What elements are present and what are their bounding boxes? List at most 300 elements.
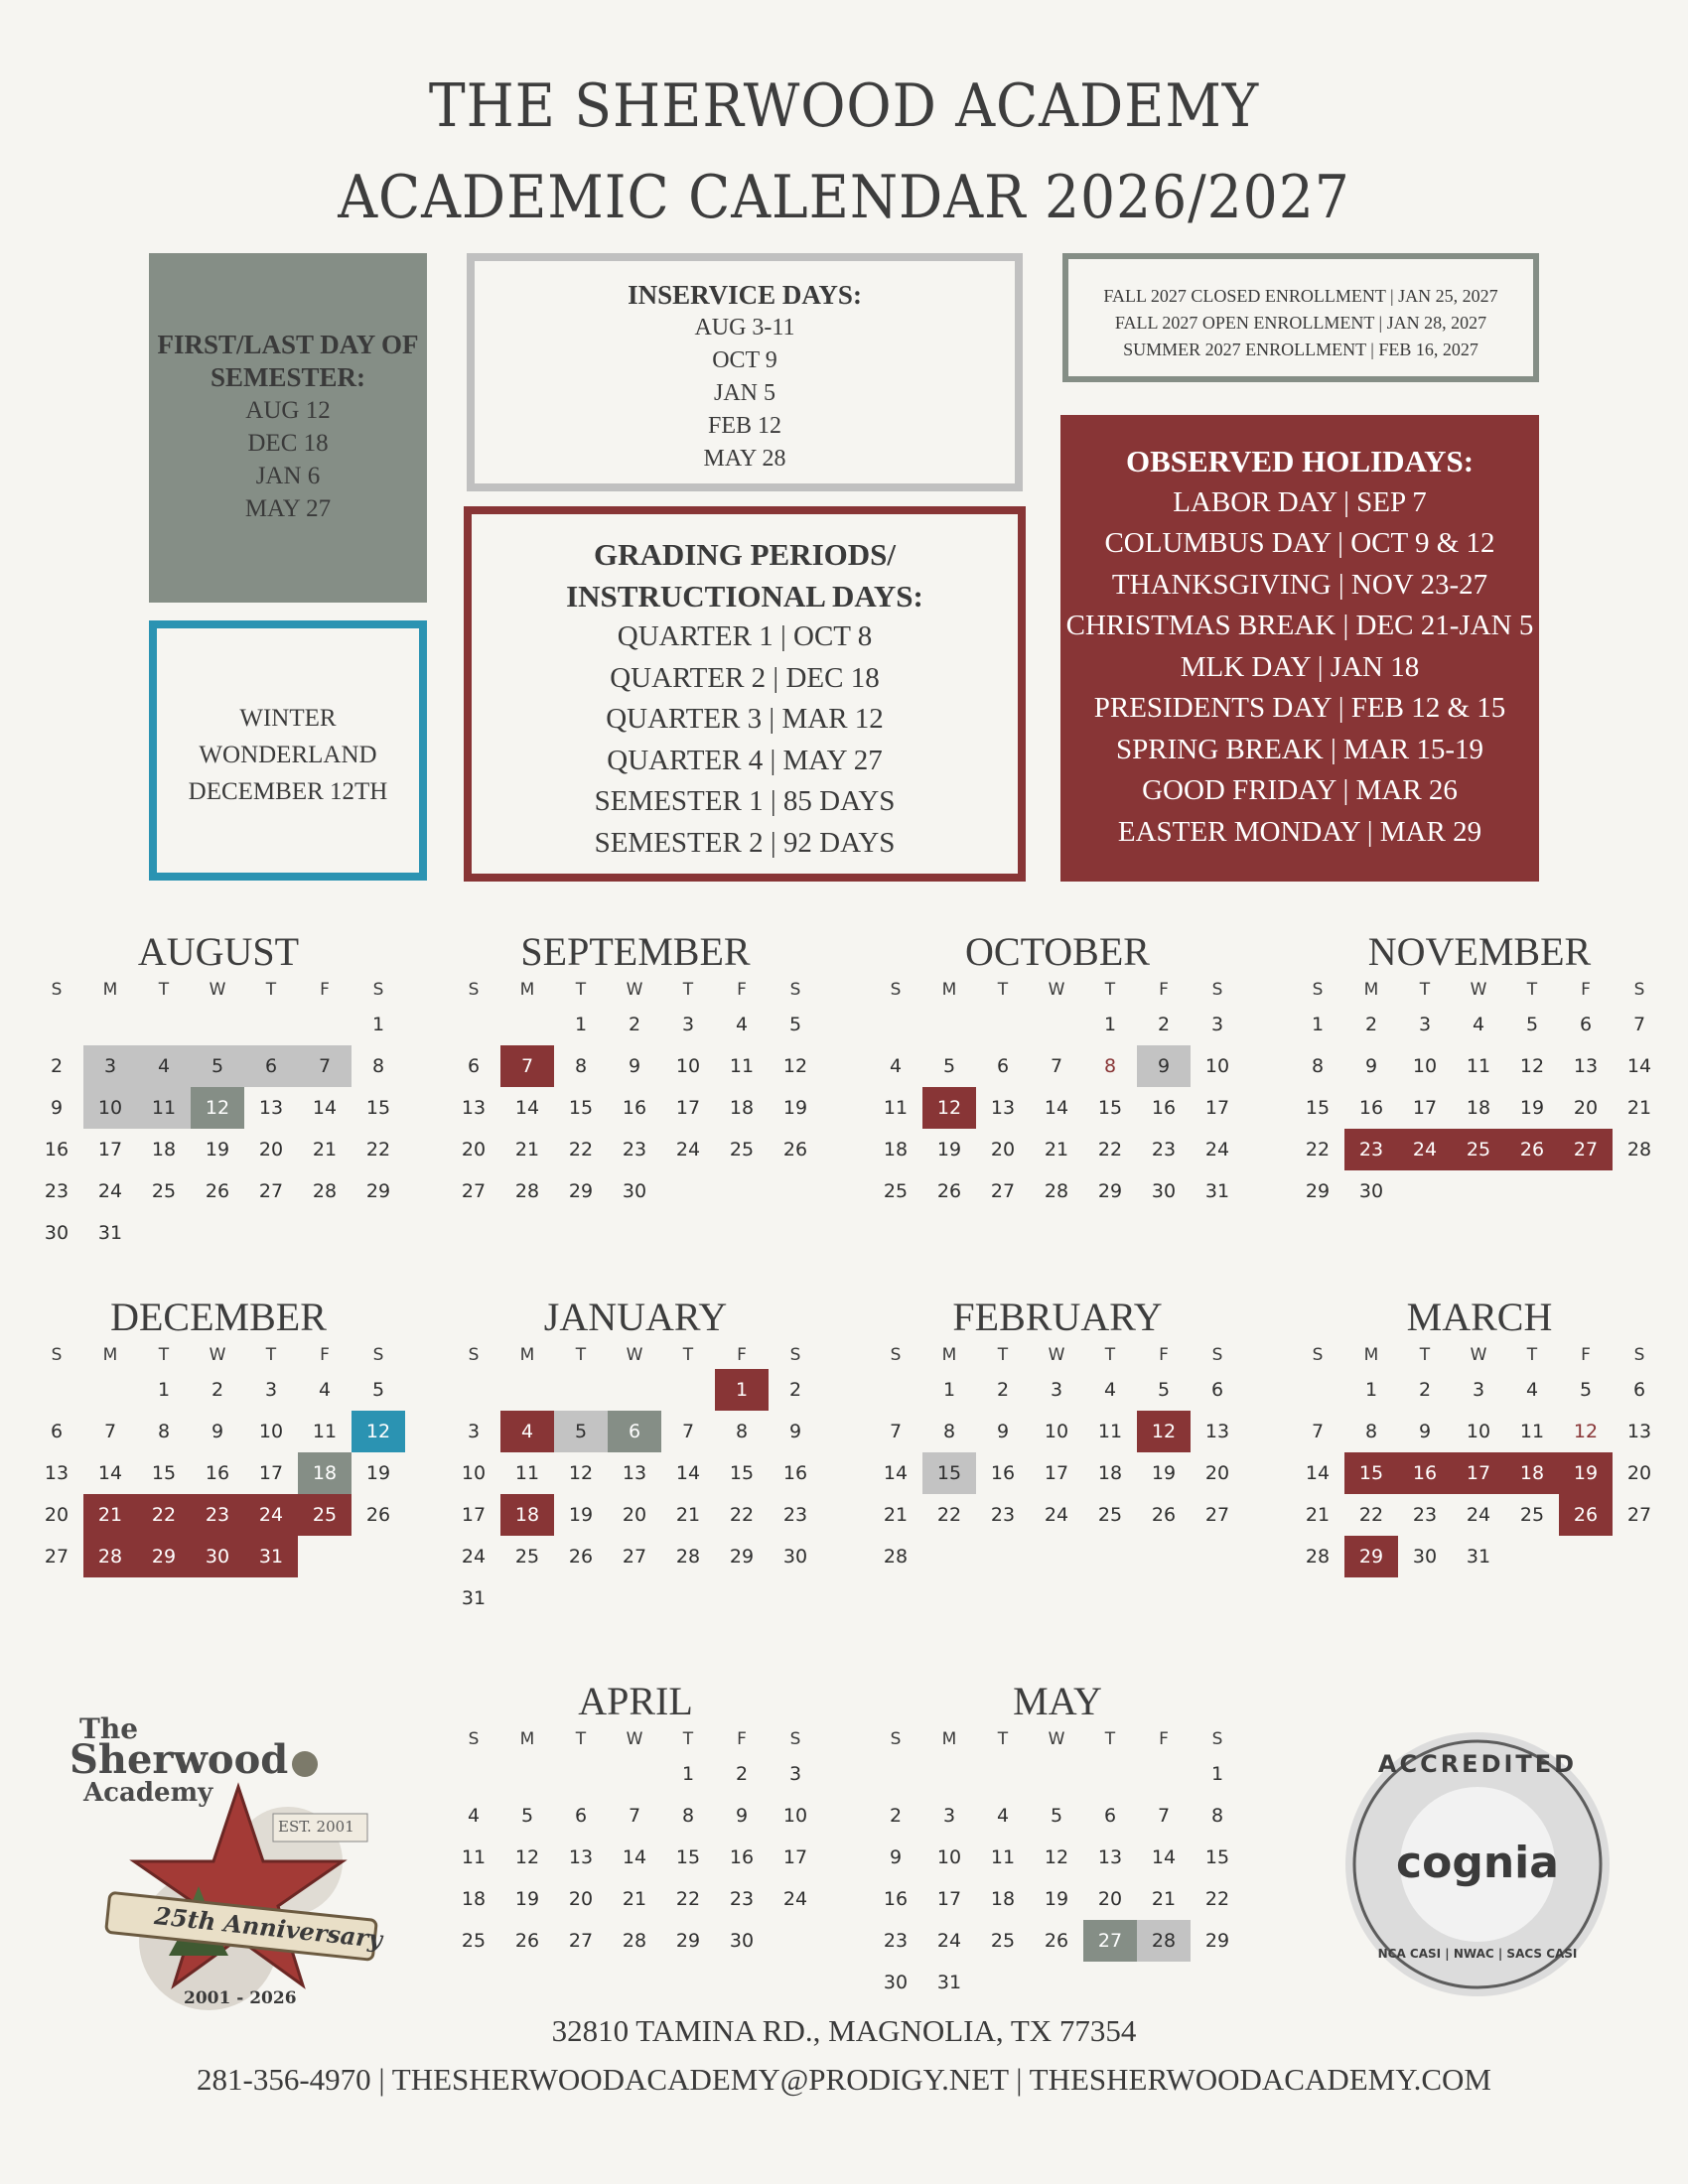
weekday-header xyxy=(869,1725,1246,1753)
calendar-day: 30 xyxy=(782,1546,808,1568)
calendar-week xyxy=(869,1170,1246,1212)
calendar-day: 5 xyxy=(371,1379,385,1401)
calendar-day: 20 xyxy=(990,1139,1016,1160)
calendar-day: 4 xyxy=(1103,1379,1117,1401)
calendar-day: 5 xyxy=(942,1055,956,1077)
weekday-label: F xyxy=(1581,980,1591,1000)
calendar-empty-cell xyxy=(352,1536,405,1577)
calendar-empty-cell xyxy=(30,1369,83,1411)
holiday-line: SPRING BREAK | MAR 15-19 xyxy=(1116,733,1483,765)
weekday-label: T xyxy=(1419,1345,1431,1365)
calendar-day: 18 xyxy=(883,1139,909,1160)
calendar-day: 30 xyxy=(44,1222,70,1244)
weekday-label: S xyxy=(1211,1345,1223,1365)
calendar-day: 22 xyxy=(1204,1888,1230,1910)
calendar-day: 17 xyxy=(675,1097,701,1119)
weekday-label: S xyxy=(789,1729,801,1749)
enrollment-line: FALL 2027 OPEN ENROLLMENT | JAN 28, 2027 xyxy=(1114,313,1487,333)
calendar-day: 3 xyxy=(1050,1379,1063,1401)
calendar-week xyxy=(1291,1045,1668,1087)
calendar-day: 6 xyxy=(1210,1379,1224,1401)
calendar-day: 21 xyxy=(83,1494,137,1536)
weekday-label: T xyxy=(682,1729,694,1749)
weekday-label: W xyxy=(626,1345,643,1365)
weekday-label: T xyxy=(682,1345,694,1365)
calendar-day: 14 xyxy=(514,1097,540,1119)
calendar-day: 27 xyxy=(44,1546,70,1568)
calendar-day: 22 xyxy=(729,1504,755,1526)
calendar-day: 1 xyxy=(371,1014,385,1035)
calendar-day: 6 xyxy=(996,1055,1010,1077)
calendar-day: 24 xyxy=(1398,1129,1452,1170)
calendar-day: 16 xyxy=(1151,1097,1177,1119)
calendar-day: 23 xyxy=(622,1139,647,1160)
calendar-day: 25 xyxy=(883,1180,909,1202)
grading-line: QUARTER 2 | DEC 18 xyxy=(610,661,880,694)
calendar-day: 25 xyxy=(990,1930,1016,1952)
calendar-week xyxy=(1291,1087,1668,1129)
weekday-label: F xyxy=(1159,1345,1169,1365)
inservice-date: FEB 12 xyxy=(707,413,781,439)
holiday-line: GOOD FRIDAY | MAR 26 xyxy=(1142,774,1458,806)
calendar-day: 28 xyxy=(312,1180,338,1202)
calendar-day: 27 xyxy=(1559,1129,1613,1170)
calendar-day: 24 xyxy=(97,1180,123,1202)
calendar-empty-cell xyxy=(554,1753,608,1795)
calendar-day: 12 xyxy=(922,1087,976,1129)
calendar-empty-cell xyxy=(298,1212,352,1254)
calendar-day: 2 xyxy=(996,1379,1010,1401)
calendar-week xyxy=(30,1369,407,1411)
calendar-empty-cell xyxy=(1083,1962,1137,2003)
calendar-day: 31 xyxy=(244,1536,298,1577)
calendar-day: 23 xyxy=(191,1494,244,1536)
calendar-day: 11 xyxy=(312,1421,338,1442)
calendar-day: 7 xyxy=(1311,1421,1325,1442)
calendar-empty-cell xyxy=(922,1536,976,1577)
calendar-day: 28 xyxy=(83,1536,137,1577)
month-title: APRIL xyxy=(578,1679,693,1723)
calendar-week xyxy=(1291,1170,1668,1212)
calendar-day: 1 xyxy=(574,1014,588,1035)
calendar-day: 8 xyxy=(1210,1805,1224,1827)
calendar-empty-cell xyxy=(1137,1753,1191,1795)
winter-line: WONDERLAND xyxy=(199,742,377,768)
calendar-day: 6 xyxy=(1579,1014,1593,1035)
calendar-week xyxy=(1291,1369,1668,1411)
weekday-label: S xyxy=(468,980,480,1000)
calendar-day: 11 xyxy=(1519,1421,1545,1442)
calendar-day: 28 xyxy=(883,1546,909,1568)
calendar-week xyxy=(447,1494,824,1536)
calendar-day: 17 xyxy=(97,1139,123,1160)
weekday-label: S xyxy=(468,1345,480,1365)
calendar-day: 26 xyxy=(205,1180,230,1202)
calendar-day: 5 xyxy=(1579,1379,1593,1401)
calendar-day: 12 xyxy=(782,1055,808,1077)
calendar-empty-cell xyxy=(1191,1962,1244,2003)
month-calendar xyxy=(30,928,407,1254)
calendar-day: 11 xyxy=(1097,1421,1123,1442)
calendar-day: 23 xyxy=(1151,1139,1177,1160)
first-last-date: JAN 6 xyxy=(255,463,321,489)
calendar-week xyxy=(1291,1411,1668,1452)
calendar-day: 13 xyxy=(1097,1846,1123,1868)
calendar-day: 24 xyxy=(1044,1504,1069,1526)
calendar-day: 30 xyxy=(1151,1180,1177,1202)
month-title: NOVEMBER xyxy=(1367,929,1592,974)
month-title: JANUARY xyxy=(543,1295,728,1339)
weekday-label: W xyxy=(626,980,643,1000)
calendar-day: 21 xyxy=(675,1504,701,1526)
calendar-day: 27 xyxy=(622,1546,647,1568)
month-calendar xyxy=(869,1678,1246,2003)
calendar-day: 3 xyxy=(264,1379,278,1401)
weekday-header xyxy=(1291,1341,1668,1369)
calendar-week xyxy=(1291,1494,1668,1536)
calendar-day: 3 xyxy=(83,1045,137,1087)
calendar-empty-cell xyxy=(244,1212,298,1254)
weekday-label: S xyxy=(890,1345,902,1365)
month-calendar xyxy=(447,928,824,1212)
calendar-day: 6 xyxy=(608,1411,661,1452)
calendar-empty-cell xyxy=(1030,1962,1083,2003)
page-title-line2: ACADEMIC CALENDAR 2026/2027 xyxy=(338,163,1350,232)
calendar-empty-cell xyxy=(661,1369,715,1411)
month-calendar xyxy=(1291,1294,1668,1577)
calendar-day: 17 xyxy=(782,1846,808,1868)
calendar-day: 13 xyxy=(461,1097,487,1119)
calendar-empty-cell xyxy=(1559,1536,1613,1577)
weekday-label: M xyxy=(519,1345,535,1365)
calendar-empty-cell xyxy=(869,1369,922,1411)
calendar-empty-cell xyxy=(500,1577,554,1619)
calendar-empty-cell xyxy=(1030,1004,1083,1045)
calendar-day: 10 xyxy=(1044,1421,1069,1442)
calendar-day: 5 xyxy=(788,1014,802,1035)
calendar-empty-cell xyxy=(661,1170,715,1212)
calendar-day: 13 xyxy=(258,1097,284,1119)
calendar-day: 27 xyxy=(461,1180,487,1202)
calendar-day: 14 xyxy=(97,1462,123,1484)
calendar-week xyxy=(30,1129,407,1170)
calendar-day: 14 xyxy=(622,1846,647,1868)
weekday-label: W xyxy=(209,1345,226,1365)
weekday-label: S xyxy=(789,1345,801,1365)
calendar-day: 6 xyxy=(1632,1379,1646,1401)
calendar-empty-cell xyxy=(976,1753,1030,1795)
weekday-label: M xyxy=(519,1729,535,1749)
calendar-day: 29 xyxy=(1344,1536,1398,1577)
calendar-day: 4 xyxy=(1472,1014,1485,1035)
calendar-day: 29 xyxy=(729,1546,755,1568)
calendar-day: 17 xyxy=(1452,1452,1505,1494)
logo-years: 2001 - 2026 xyxy=(184,1988,297,2008)
calendar-day: 14 xyxy=(883,1462,909,1484)
calendar-week xyxy=(447,1920,824,1962)
calendar-empty-cell xyxy=(1505,1536,1559,1577)
calendar-empty-cell xyxy=(298,1004,352,1045)
calendar-week xyxy=(447,1452,824,1494)
calendar-empty-cell xyxy=(1291,1369,1344,1411)
calendar-week xyxy=(30,1004,407,1045)
calendar-day: 24 xyxy=(1466,1504,1491,1526)
weekday-label: T xyxy=(575,980,587,1000)
calendar-day: 5 xyxy=(1050,1805,1063,1827)
calendar-day: 6 xyxy=(574,1805,588,1827)
calendar-day: 24 xyxy=(936,1930,962,1952)
calendar-week xyxy=(447,1045,824,1087)
calendar-day: 31 xyxy=(936,1972,962,1993)
calendar-empty-cell xyxy=(1505,1170,1559,1212)
calendar-day: 11 xyxy=(729,1055,755,1077)
calendar-day: 3 xyxy=(467,1421,481,1442)
calendar-day: 17 xyxy=(936,1888,962,1910)
weekday-header xyxy=(447,1725,824,1753)
weekday-label: S xyxy=(1211,1729,1223,1749)
page-title-line1: THE SHERWOOD ACADEMY xyxy=(428,71,1260,141)
calendar-day: 20 xyxy=(44,1504,70,1526)
calendar-day: 11 xyxy=(990,1846,1016,1868)
calendar-day: 2 xyxy=(735,1763,749,1785)
badge-bottom: NCA CASI | NWAC | SACS CASI xyxy=(1377,1947,1578,1961)
calendar-week xyxy=(30,1452,407,1494)
calendar-day: 19 xyxy=(1151,1462,1177,1484)
grading-heading: GRADING PERIODS/ xyxy=(593,537,896,572)
weekday-header xyxy=(447,1341,824,1369)
calendar-day: 22 xyxy=(675,1888,701,1910)
calendar-day: 4 xyxy=(467,1805,481,1827)
calendar-day: 9 xyxy=(996,1421,1010,1442)
weekday-label: W xyxy=(209,980,226,1000)
calendar-day: 16 xyxy=(782,1462,808,1484)
calendar-week xyxy=(447,1753,824,1795)
weekday-label: T xyxy=(1526,1345,1538,1365)
month-calendar xyxy=(869,1294,1246,1577)
calendar-day: 14 xyxy=(312,1097,338,1119)
calendar-week xyxy=(447,1004,824,1045)
weekday-label: F xyxy=(1159,980,1169,1000)
calendar-day: 5 xyxy=(1525,1014,1539,1035)
calendar-day: 26 xyxy=(365,1504,391,1526)
first-last-heading2: SEMESTER: xyxy=(210,362,366,392)
calendar-day: 23 xyxy=(990,1504,1016,1526)
calendar-week xyxy=(869,1411,1246,1452)
weekday-label: W xyxy=(1470,1345,1487,1365)
calendar-day: 20 xyxy=(622,1504,647,1526)
calendar-day: 13 xyxy=(1573,1055,1599,1077)
calendar-day: 30 xyxy=(883,1972,909,1993)
calendar-day: 16 xyxy=(622,1097,647,1119)
calendar-day: 12 xyxy=(1044,1846,1069,1868)
calendar-day: 23 xyxy=(1344,1129,1398,1170)
calendar-day: 18 xyxy=(1097,1462,1123,1484)
calendar-empty-cell xyxy=(554,1369,608,1411)
calendar-empty-cell xyxy=(554,1577,608,1619)
calendar-day: 30 xyxy=(622,1180,647,1202)
calendar-day: 20 xyxy=(258,1139,284,1160)
calendar-day: 7 xyxy=(1157,1805,1171,1827)
calendar-empty-cell xyxy=(976,1004,1030,1045)
weekday-label: T xyxy=(1104,980,1116,1000)
weekday-header xyxy=(30,976,407,1004)
calendar-day: 11 xyxy=(883,1097,909,1119)
calendar-week xyxy=(1291,1452,1668,1494)
calendar-day: 26 xyxy=(514,1930,540,1952)
calendar-day: 15 xyxy=(922,1452,976,1494)
calendar-day: 24 xyxy=(675,1139,701,1160)
calendar-day: 1 xyxy=(157,1379,171,1401)
calendar-day: 27 xyxy=(568,1930,594,1952)
weekday-label: T xyxy=(997,1345,1009,1365)
weekday-label: M xyxy=(102,1345,118,1365)
calendar-day: 19 xyxy=(936,1139,962,1160)
weekday-label: S xyxy=(1312,980,1324,1000)
calendar-day: 2 xyxy=(1418,1379,1432,1401)
weekday-label: S xyxy=(372,980,384,1000)
calendar-day: 19 xyxy=(568,1504,594,1526)
calendar-day: 11 xyxy=(514,1462,540,1484)
accreditation-badge xyxy=(1343,1730,1612,1998)
calendar-day: 7 xyxy=(628,1805,641,1827)
calendar-day: 2 xyxy=(1364,1014,1378,1035)
calendar-day: 30 xyxy=(191,1536,244,1577)
calendar-day: 19 xyxy=(514,1888,540,1910)
calendar-day: 13 xyxy=(990,1097,1016,1119)
weekday-label: T xyxy=(265,980,277,1000)
calendar-day: 19 xyxy=(1044,1888,1069,1910)
calendar-day: 9 xyxy=(1418,1421,1432,1442)
grading-line: SEMESTER 2 | 92 DAYS xyxy=(594,826,896,859)
calendar-empty-cell xyxy=(30,1004,83,1045)
calendar-day: 8 xyxy=(1364,1421,1378,1442)
weekday-label: W xyxy=(626,1729,643,1749)
calendar-day: 10 xyxy=(1204,1055,1230,1077)
calendar-day: 24 xyxy=(1204,1139,1230,1160)
calendar-day: 4 xyxy=(318,1379,332,1401)
weekday-label: M xyxy=(941,980,957,1000)
calendar-week xyxy=(869,1087,1246,1129)
calendar-empty-cell xyxy=(608,1369,661,1411)
calendar-week xyxy=(869,1878,1246,1920)
calendar-day: 16 xyxy=(729,1846,755,1868)
calendar-day: 28 xyxy=(1137,1920,1191,1962)
calendar-week xyxy=(447,1795,824,1837)
calendar-day: 15 xyxy=(1097,1097,1123,1119)
weekday-label: F xyxy=(320,980,330,1000)
calendar-day: 31 xyxy=(97,1222,123,1244)
calendar-day: 25 xyxy=(1519,1504,1545,1526)
calendar-empty-cell xyxy=(1559,1170,1613,1212)
calendar-day: 15 xyxy=(151,1462,177,1484)
calendar-day: 5 xyxy=(520,1805,534,1827)
weekday-label: T xyxy=(1104,1729,1116,1749)
calendar-day: 9 xyxy=(628,1055,641,1077)
calendar-day: 8 xyxy=(942,1421,956,1442)
calendar-day: 1 xyxy=(715,1369,769,1411)
calendar-day: 28 xyxy=(1626,1139,1652,1160)
calendar-day: 4 xyxy=(889,1055,903,1077)
month-title: AUGUST xyxy=(137,929,300,974)
calendar-empty-cell xyxy=(447,1369,500,1411)
calendar-week xyxy=(30,1212,407,1254)
calendar-day: 22 xyxy=(365,1139,391,1160)
calendar-day: 28 xyxy=(675,1546,701,1568)
weekday-label: M xyxy=(519,980,535,1000)
winter-line: WINTER xyxy=(239,705,337,732)
logo-sherwood: Sherwood xyxy=(70,1736,289,1783)
calendar-day: 21 xyxy=(883,1504,909,1526)
weekday-label: S xyxy=(1633,1345,1645,1365)
calendar-day: 26 xyxy=(936,1180,962,1202)
calendar-day: 18 xyxy=(151,1139,177,1160)
weekday-label: T xyxy=(158,980,170,1000)
month-title: DECEMBER xyxy=(110,1295,327,1339)
calendar-day: 15 xyxy=(1305,1097,1331,1119)
calendar-day: 18 xyxy=(729,1097,755,1119)
calendar-day: 12 xyxy=(1573,1421,1599,1442)
calendar-empty-cell xyxy=(869,1753,922,1795)
weekday-label: T xyxy=(997,1729,1009,1749)
calendar-day: 20 xyxy=(1097,1888,1123,1910)
calendar-day: 2 xyxy=(50,1055,64,1077)
calendar-day: 8 xyxy=(574,1055,588,1077)
calendar-week xyxy=(869,1962,1246,2003)
calendar-day: 8 xyxy=(1311,1055,1325,1077)
calendar-day: 31 xyxy=(1204,1180,1230,1202)
calendar-empty-cell xyxy=(191,1004,244,1045)
calendar-day: 10 xyxy=(461,1462,487,1484)
month-title: SEPTEMBER xyxy=(520,929,751,974)
calendar-empty-cell xyxy=(1191,1536,1244,1577)
month-calendar xyxy=(447,1294,824,1619)
calendar-day: 8 xyxy=(735,1421,749,1442)
calendar-empty-cell xyxy=(922,1004,976,1045)
calendar-empty-cell xyxy=(715,1170,769,1212)
logo-the: The xyxy=(79,1712,139,1745)
grading-line: QUARTER 3 | MAR 12 xyxy=(606,703,884,735)
calendar-day: 4 xyxy=(735,1014,749,1035)
weekday-label: S xyxy=(51,980,63,1000)
calendar-day: 4 xyxy=(996,1805,1010,1827)
month-title: FEBRUARY xyxy=(952,1295,1163,1339)
calendar-day: 10 xyxy=(1466,1421,1491,1442)
calendar-week xyxy=(447,1411,824,1452)
calendar-day: 17 xyxy=(461,1504,487,1526)
calendar-empty-cell xyxy=(1613,1536,1666,1577)
calendar-empty-cell xyxy=(976,1536,1030,1577)
calendar-day: 23 xyxy=(1412,1504,1438,1526)
weekday-label: T xyxy=(265,1345,277,1365)
calendar-day: 15 xyxy=(729,1462,755,1484)
month-title: OCTOBER xyxy=(965,929,1150,974)
calendar-week xyxy=(1291,1004,1668,1045)
calendar-day: 7 xyxy=(500,1045,554,1087)
calendar-day: 25 xyxy=(461,1930,487,1952)
calendar-day: 6 xyxy=(244,1045,298,1087)
calendar-day: 15 xyxy=(365,1097,391,1119)
holiday-line: COLUMBUS DAY | OCT 9 & 12 xyxy=(1104,527,1495,559)
weekday-label: S xyxy=(1312,1345,1324,1365)
calendar-day: 26 xyxy=(782,1139,808,1160)
calendar-empty-cell xyxy=(769,1170,822,1212)
month-calendar xyxy=(30,1294,407,1577)
calendar-day: 15 xyxy=(1344,1452,1398,1494)
school-logo xyxy=(60,1712,427,2020)
calendar-day: 8 xyxy=(371,1055,385,1077)
calendar-empty-cell xyxy=(500,1004,554,1045)
weekday-label: T xyxy=(575,1345,587,1365)
